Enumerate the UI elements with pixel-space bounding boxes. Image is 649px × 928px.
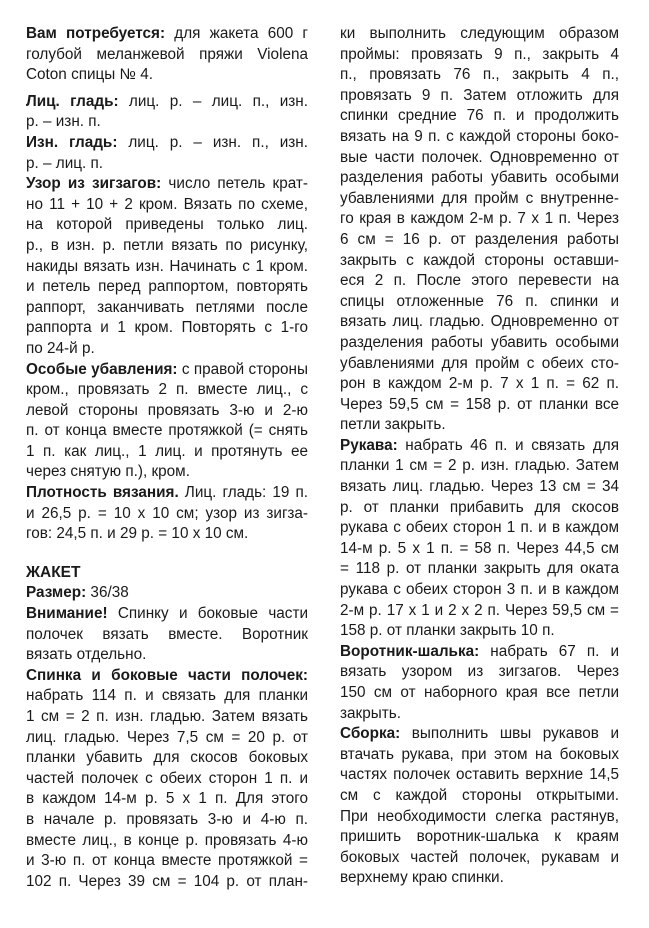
assembly-line: При необходимости слегка растянув, — [340, 807, 619, 825]
size-value: 36/38 — [86, 584, 129, 602]
lic-glad-line: р. – изн. п. — [26, 113, 101, 131]
sleeve-line: = 118 р. от планки закрыть для оката — [340, 560, 619, 578]
attention-line: вязать отдельно. — [26, 646, 147, 664]
decrease-line: п. от конца вместе протяжкой (= снять — [26, 422, 308, 440]
paragraph-sleeve — [340, 436, 619, 642]
sleeve-line: вязать лиц. гладью. Через 13 см = 34 — [340, 478, 619, 496]
density-line: гов: 24,5 п. и 29 р. = 10 х 10 см. — [26, 525, 249, 543]
collar-title: Воротник-шалька: — [340, 642, 480, 660]
sleeve-line: рукава с обеих сторон 1 п. и в каждом — [340, 519, 619, 537]
zigzag-line: по 24-й р. — [26, 339, 95, 357]
sleeve-line: набрать 46 п. и связать для — [397, 436, 619, 454]
back-line: частей полочек с обеих сторон 1 п. и — [26, 769, 308, 787]
back-line: 1 см = 2 п. изн. гладью. Затем вязать — [26, 708, 308, 725]
paragraph-izn-glad — [26, 133, 308, 174]
collar-line: закрыть. — [340, 704, 401, 722]
assembly-line: частях полочек оставить верхние 14,5 — [340, 766, 619, 784]
back-cont-line: убавлениями для пройм с внутренне- — [340, 189, 619, 207]
back-line: вместе лиц., в конце р. провязать 4-ю — [26, 831, 308, 849]
back-cont-line: вязать на 9 п. с каждой стороны боко- — [340, 127, 619, 145]
back-cont-line: проймы: провязать 9 п., закрыть 4 — [340, 45, 619, 63]
materials-line: Coton спицы № 4. — [26, 66, 153, 84]
back-cont-line: Через 59,5 см = 158 р. от планки все — [340, 395, 619, 413]
back-line: 102 п. Через 39 см = 104 р. от план- — [26, 872, 308, 890]
back-line: и 3-ю п. от конца вместе протяжкой = — [26, 852, 308, 870]
assembly-line: выполнить швы рукавов и — [400, 725, 619, 743]
collar-line: набрать 67 п. и — [479, 642, 619, 660]
back-title: Спинка и боковые части полочек: — [26, 666, 308, 684]
decrease-title: Особые убавления: — [26, 360, 178, 378]
decrease-line: кром., провязать 2 п. вместе лиц., с — [26, 381, 308, 399]
paragraph-assembly — [340, 724, 619, 889]
paragraph-zigzag — [26, 174, 308, 359]
back-cont-line: п., провязать 76 п., закрыть 4 п., — [340, 66, 619, 84]
back-cont-line: рон в каждом 2-м р. 7 х 1 п. = 62 п. — [340, 375, 619, 393]
zigzag-line: накиды вязать изн. Начинать с 1 кром. — [26, 257, 308, 275]
paragraph-collar — [340, 642, 619, 724]
right-column — [340, 24, 619, 889]
sleeve-line: рукава с обеих сторон 3 п. и в каждом — [340, 581, 619, 599]
back-line: лиц. гладью. Через 7,5 см = 20 р. от — [26, 728, 308, 746]
zigzag-line: раппорт, заканчивать петлями после — [26, 298, 308, 316]
section-title: ЖАКЕТ — [26, 563, 81, 581]
zigzag-line: и петель перед раппортом, повторять — [26, 278, 308, 296]
sleeve-line: 14-м р. 5 х 1 п. = 58 п. Через 44,5 см — [340, 539, 619, 557]
sleeve-line: р. от планки прибавить для скосов — [340, 498, 619, 516]
back-line: планки убавить для скосов боковых — [26, 749, 308, 767]
decrease-line: левой стороны провязать 3-ю и 2-ю — [26, 401, 308, 419]
sleeve-line: 158 р. от планки закрыть 10 п. — [340, 622, 555, 640]
paragraph-attention — [26, 604, 308, 666]
back-cont-line: спинки средние 76 п. и продолжить — [340, 107, 619, 125]
paragraph-materials — [26, 24, 308, 86]
attention-line: полочек вязать вместе. Воротник — [26, 625, 308, 643]
izn-glad-line: лиц. р. – изн. п., изн. — [117, 133, 308, 151]
materials-line: для жакета 600 г — [165, 25, 308, 42]
decrease-line: 1 п. как лиц., 1 лиц. и протянуть ее — [26, 442, 308, 460]
back-cont-line: закрыть с каждой стороны оставши- — [340, 251, 619, 269]
paragraph-lic-glad — [26, 92, 308, 133]
assembly-line: пришить воротник-шалька к краям — [340, 828, 619, 846]
back-line: набрать 114 п. и связать для планки — [26, 687, 308, 705]
back-cont-line: разделения работы убавить особыми — [340, 169, 619, 187]
back-cont-line: еся 2 п. После этого перевести на — [340, 272, 619, 290]
paragraph-back-continued — [340, 24, 619, 436]
zigzag-title: Узор из зигзагов: — [26, 175, 162, 193]
materials-title: Вам потребуется: — [26, 25, 166, 42]
back-cont-line: убавлениями для пройм с обеих сто- — [340, 354, 619, 372]
density-line: Лиц. гладь: 19 п. — [178, 484, 309, 502]
materials-line: голубой меланжевой пряжи Violena — [26, 45, 308, 63]
back-cont-line: петли закрыть. — [340, 416, 446, 434]
attention-title: Внимание! — [26, 605, 108, 623]
back-cont-line: провязать 9 п. Затем отложить для — [340, 86, 619, 104]
sleeve-line: 2-м р. 17 х 1 и 2 х 2 п. Через 59,5 см = — [340, 601, 619, 619]
zigzag-line: на которой приведены только лиц. — [26, 216, 308, 234]
attention-line: Спинку и боковые части — [107, 605, 308, 623]
collar-line: вязать узором из зигзагов. Через — [340, 663, 619, 681]
assembly-line: см с каждой стороны открытыми. — [340, 786, 619, 804]
assembly-line: боковых частей полочек, рукавам и — [340, 848, 619, 866]
assembly-line: втачать рукава, при этом на боковых — [340, 745, 619, 763]
sleeve-title: Рукава: — [340, 436, 398, 454]
zigzag-line: но 11 + 10 + 2 кром. Вязать по схеме, — [26, 195, 308, 213]
collar-line: 150 см от наборного края все петли — [340, 684, 619, 701]
assembly-line: верхнему краю спинки. — [340, 869, 504, 887]
paragraph-density — [26, 483, 308, 545]
zigzag-line: раппорта и 1 кром. Повторять с 1-го — [26, 319, 308, 337]
lic-glad-title: Лиц. гладь: — [26, 92, 119, 110]
zigzag-line: р., в изн. р. петли вязать по рисунку, — [26, 236, 308, 254]
izn-glad-title: Изн. гладь: — [26, 133, 118, 151]
decrease-line: с правой стороны — [177, 360, 309, 378]
back-cont-line: 6 см = 16 р. от разделения работы — [340, 230, 619, 248]
izn-glad-line: р. – лиц. п. — [26, 154, 104, 172]
paragraph-size — [26, 583, 308, 604]
back-line: в каждом 14-м р. 5 х 1 п. Для этого — [26, 790, 308, 808]
sleeve-line: планки 1 см = 2 р. изн. гладью. Затем — [340, 457, 619, 475]
back-cont-line: вые части полочек. Одновременно от — [340, 148, 619, 166]
back-cont-line: вязать лиц. гладью. Одновременно от — [340, 313, 619, 331]
assembly-title: Сборка: — [340, 725, 401, 743]
decrease-line: через снятую п.), кром. — [26, 463, 190, 481]
back-cont-line: разделения работы убавить особыми — [340, 333, 619, 351]
lic-glad-line: лиц. р. – лиц. п., изн. — [118, 92, 308, 110]
back-line: в начале р. провязать 3-ю и 4-ю п. — [26, 810, 308, 828]
back-cont-line: ки выполнить следующим образом — [340, 25, 619, 42]
back-cont-line: го края в каждом 2-м р. 7 х 1 п. Через — [340, 210, 619, 228]
left-column — [26, 24, 308, 892]
density-line: и 26,5 р. = 10 х 10 см; узор из зигза- — [26, 504, 308, 522]
paragraph-decrease — [26, 360, 308, 484]
zigzag-line: число петель крат- — [161, 175, 308, 193]
size-title: Размер: — [26, 584, 87, 602]
back-cont-line: спицы отложенные 76 п. спинки и — [340, 292, 619, 310]
density-title: Плотность вязания. — [26, 484, 179, 502]
paragraph-back — [26, 666, 308, 893]
